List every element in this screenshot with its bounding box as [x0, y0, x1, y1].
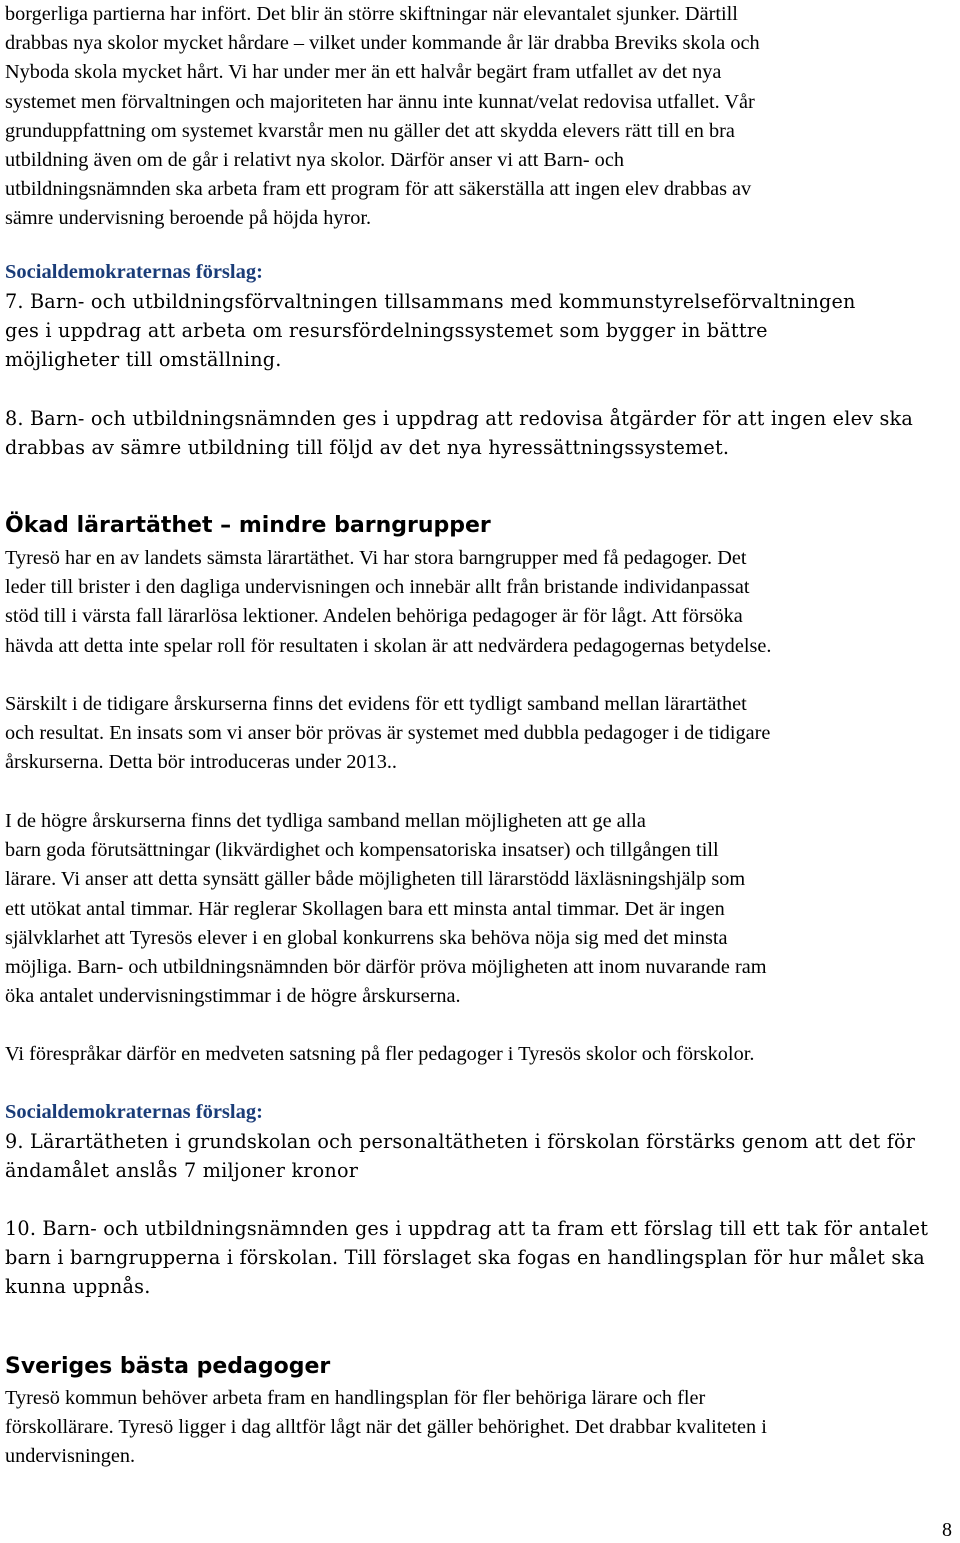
- text-line: kunna uppnås.: [5, 1275, 151, 1299]
- proposals-heading: Socialdemokraternas förslag:: [5, 1101, 263, 1123]
- text-line: drabbas av sämre utbildning till följd av det nya hyressättningssystemet.: [5, 436, 730, 460]
- intro-paragraph: [5, 0, 957, 234]
- text-line: leder till brister i den dagliga undervisningen och innebär allt från bristande individanpassat: [5, 576, 750, 599]
- text-line: grunduppfattning om systemet kvarstår men nu gäller det att skydda elevers rätt till en bra: [5, 119, 735, 142]
- text-line: förskollärare. Tyresö ligger i dag alltför lågt när det gäller behörighet. Det drabbar kvaliteten i: [5, 1416, 767, 1439]
- section-paragraph: [5, 690, 957, 778]
- text-line: 7. Barn- och utbildningsförvaltningen tillsammans med kommunstyrelseförvaltningen: [5, 290, 856, 313]
- text-line: undervisningen.: [5, 1445, 136, 1468]
- text-line: Vi förespråkar därför en medveten satsning på fler pedagoger i Tyresös skolor och förskolor.: [5, 1043, 755, 1065]
- text-line: barn goda förutsättningar (likvärdighet och kompensatoriska insatser) och tillgången till: [5, 839, 719, 862]
- text-line: lärare. Vi anser att detta synsätt gäller både möjligheten till lärarstödd läxläsningshjälp som: [5, 868, 746, 891]
- text-line: borgerliga partierna har infört. Det blir än större skiftningar när elevantalet sjunker. Därtill: [5, 3, 738, 25]
- proposals-heading: Socialdemokraternas förslag:: [5, 261, 263, 283]
- proposal-item-10: [5, 1214, 957, 1302]
- text-line: Tyresö har en av landets sämsta lärartäthet. Vi har stora barngrupper med få pedagoger. Det: [5, 547, 747, 569]
- text-line: sämre undervisning beroende på höjda hyror.: [5, 207, 372, 230]
- text-line: 10. Barn- och utbildningsnämnden ges i uppdrag att ta fram ett förslag till ett tak för antalet: [5, 1217, 929, 1240]
- section-paragraph: [5, 807, 957, 1011]
- text-line: ett utökat antal timmar. Här reglerar Skollagen bara ett minsta antal timmar. Det är ingen: [5, 897, 725, 920]
- text-line: 8. Barn- och utbildningsnämnden ges i uppdrag att redovisa åtgärder för att ingen elev ska: [5, 407, 913, 430]
- text-line: utbildningsnämnden ska arbeta fram ett program för att säkerställa att ingen elev drabbas av: [5, 178, 752, 201]
- text-line: ges i uppdrag att arbeta om resursfördelningssystemet som bygger in bättre: [5, 319, 768, 343]
- text-line: möjliga. Barn- och utbildningsnämnden bör därför pröva möjligheten att inom nuvarande ram: [5, 956, 767, 979]
- page-number: 8: [942, 1519, 952, 1541]
- text-line: I de högre årskurserna finns det tydliga samband mellan möjligheten att ge alla: [5, 810, 646, 832]
- text-line: systemet men förvaltningen och majoriteten har ännu inte kunnat/velat redovisa utfallet. Vår: [5, 90, 755, 113]
- text-line: självklarhet att Tyresös elever i en global konkurrens ska behöva nöja sig med det minsta: [5, 926, 728, 949]
- text-line: ändamålet anslås 7 miljoner kronor: [5, 1159, 359, 1183]
- section-heading: Sveriges bästa pedagoger: [5, 1354, 331, 1379]
- text-line: Nyboda skola mycket hårt. Vi har under mer än ett halvår begärt fram utfallet av det nya: [5, 61, 722, 84]
- text-line: drabbas nya skolor mycket hårdare – vilket under kommande år lär drabba Breviks skola och: [5, 32, 760, 55]
- text-line: årskurserna. Detta bör introduceras under 2013..: [5, 751, 397, 774]
- text-line: möjligheter till omställning.: [5, 348, 282, 372]
- text-line: öka antalet undervisningstimmar i de högre årskurserna.: [5, 985, 461, 1008]
- proposal-item-9: [5, 1127, 957, 1185]
- section-paragraph: [5, 544, 957, 661]
- text-line: barn i barngrupperna i förskolan. Till förslaget ska fogas en handlingsplan för hur målet ska: [5, 1246, 925, 1270]
- proposal-item-8: [5, 404, 957, 462]
- text-line: hävda att detta inte spelar roll för resultaten i skolan är att nedvärdera pedagogernas betydelse.: [5, 634, 772, 657]
- text-line: Tyresö kommun behöver arbeta fram en handlingsplan för fler behöriga lärare och fler: [5, 1387, 706, 1409]
- text-line: 9. Lärartätheten i grundskolan och personaltätheten i förskolan förstärks genom att det för: [5, 1130, 916, 1153]
- proposal-item-7: [5, 287, 957, 375]
- section-paragraph: [5, 1040, 957, 1069]
- text-line: stöd till i värsta fall lärarlösa lektioner. Andelen behöriga pedagoger är för lågt. Att försöka: [5, 605, 743, 628]
- section-heading: Ökad lärartäthet – mindre barngrupper: [5, 513, 491, 538]
- text-line: och resultat. En insats som vi anser bör prövas är systemet med dubbla pedagoger i de tidigare: [5, 722, 771, 745]
- text-line: utbildning även om de går i relativt nya skolor. Därför anser vi att Barn- och: [5, 149, 624, 172]
- section-paragraph: [5, 1384, 957, 1472]
- text-line: Särskilt i de tidigare årskurserna finns det evidens för ett tydligt samband mellan lärartäthet: [5, 693, 747, 715]
